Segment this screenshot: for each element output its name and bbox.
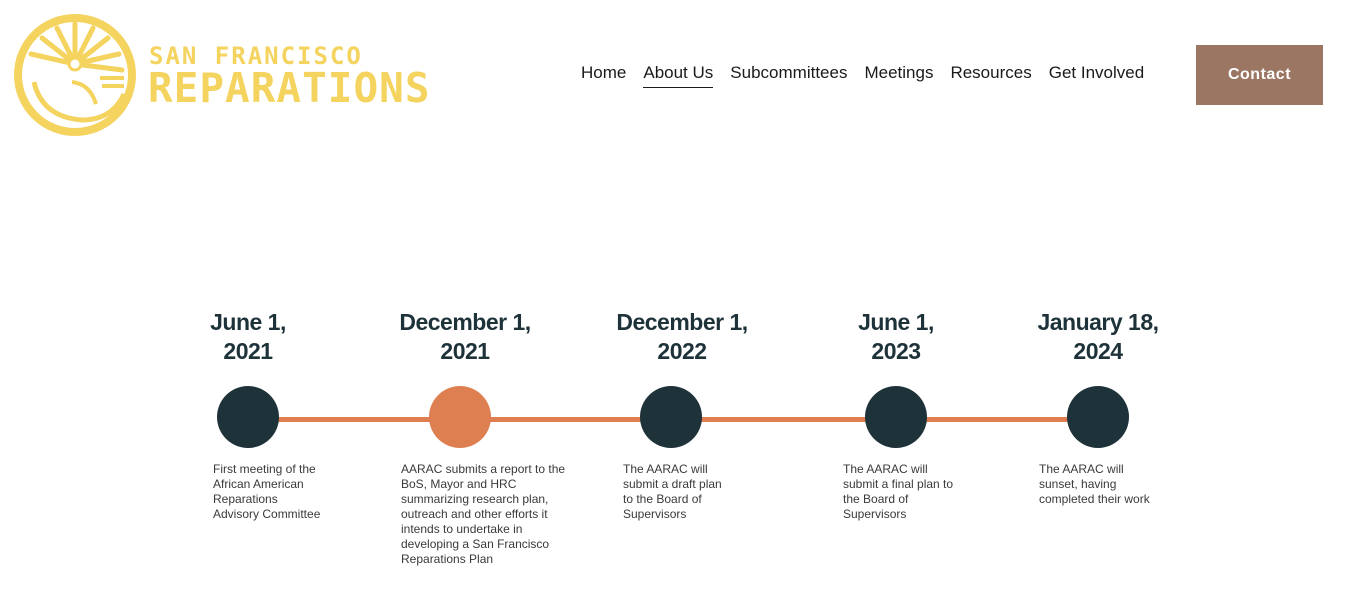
contact-button[interactable]: Contact [1196, 45, 1323, 105]
description-line: intends to undertake in [401, 522, 523, 536]
description-line: to the Board of [623, 492, 702, 506]
milestone-dot [640, 386, 702, 448]
milestone-date-line1: June 1, [210, 309, 286, 335]
description-line: The AARAC will [843, 462, 928, 476]
milestone-date-line1: December 1, [616, 309, 748, 335]
milestone-date-line1: December 1, [399, 309, 531, 335]
nav-item-resources[interactable]: Resources [950, 63, 1032, 82]
nav-item-about-us[interactable]: About Us [643, 63, 713, 88]
logo-text-line2: REPARATIONS [148, 64, 431, 112]
description-line: Supervisors [623, 507, 687, 521]
milestone-date-line1: June 1, [858, 309, 934, 335]
milestone-date [998, 308, 1198, 366]
milestone-date-line2: 2022 [657, 338, 707, 364]
description-line: outreach and other efforts it [401, 507, 548, 521]
description-line: The AARAC will [623, 462, 708, 476]
milestone-date-line2: 2024 [1073, 338, 1123, 364]
description-line: First meeting of the [213, 462, 316, 476]
milestone-date-line2: 2023 [871, 338, 921, 364]
description-line: The AARAC will [1039, 462, 1124, 476]
description-line: submit a draft plan [623, 477, 722, 491]
milestone-dot [1067, 386, 1129, 448]
milestone-dot [217, 386, 279, 448]
description-line: submit a final plan to [843, 477, 954, 491]
milestone-dot-highlighted [429, 386, 491, 448]
description-line: African American [213, 477, 304, 491]
milestone-date [796, 308, 996, 366]
milestone-description [401, 462, 591, 567]
description-line: summarizing research plan, [401, 492, 549, 506]
logo-text-line1: SAN FRANCISCO [149, 42, 363, 70]
nav-item-meetings[interactable]: Meetings [864, 63, 934, 82]
description-line: developing a San Francisco [401, 537, 550, 551]
description-line: Reparations [213, 492, 278, 506]
milestone-description [1039, 462, 1219, 507]
description-line: completed their work [1039, 492, 1150, 506]
milestone-date-line2: 2021 [440, 338, 490, 364]
milestone-date [148, 308, 348, 366]
nav-item-get-involved[interactable]: Get Involved [1048, 63, 1145, 82]
milestone-date-line2: 2021 [223, 338, 273, 364]
description-line: BoS, Mayor and HRC [401, 477, 517, 491]
nav-item-subcommittees[interactable]: Subcommittees [730, 63, 848, 82]
milestone-description [843, 462, 1023, 522]
description-line: Reparations Plan [401, 552, 494, 566]
description-line: sunset, having [1039, 477, 1117, 491]
milestone-dot [865, 386, 927, 448]
description-line: AARAC submits a report to the [401, 462, 566, 476]
description-line: the Board of [843, 492, 909, 506]
nav-item-home[interactable]: Home [581, 63, 627, 82]
description-line: Supervisors [843, 507, 907, 521]
milestone-date-line1: January 18, [1037, 309, 1159, 335]
milestone-description [623, 462, 803, 522]
milestone-date [582, 308, 782, 366]
milestone-date [365, 308, 565, 366]
description-line: Advisory Committee [213, 507, 321, 521]
milestone-description [213, 462, 393, 522]
